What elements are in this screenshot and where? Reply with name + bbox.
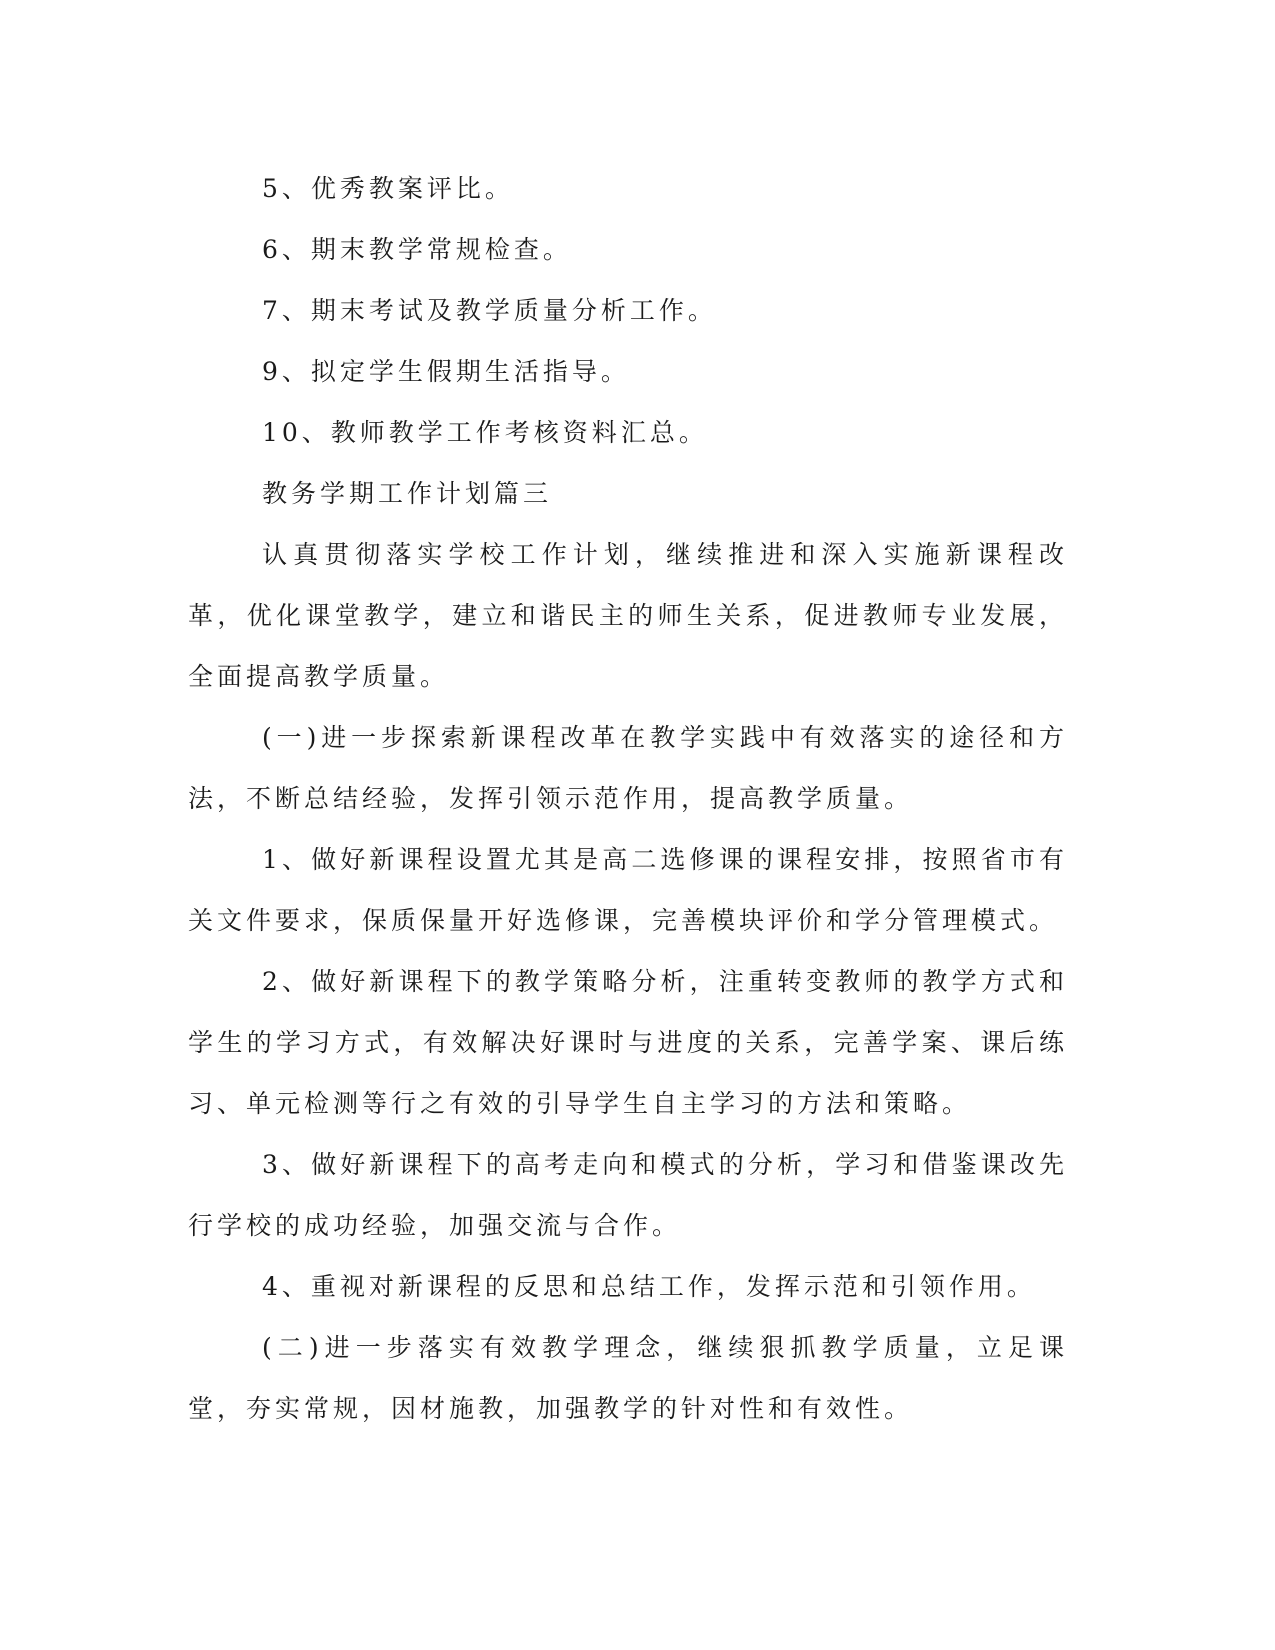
list-item: 9、拟定学生假期生活指导。 [262, 357, 630, 386]
paragraph: (一)进一步探索新课程改革在教学实践中有效落实的途径和方法，不断总结经验，发挥引领示范作用，提高教学质量。 [188, 723, 1068, 813]
list-item: 10、教师教学工作考核资料汇总。 [262, 418, 708, 447]
paragraph: 3、做好新课程下的高考走向和模式的分析，学习和借鉴课改先行学校的成功经验，加强交流与合作。 [188, 1150, 1068, 1240]
paragraph: 4、重视对新课程的反思和总结工作，发挥示范和引领作用。 [262, 1272, 1036, 1301]
list-item: 5、优秀教案评比。 [262, 174, 514, 203]
list-item: 7、期末考试及教学质量分析工作。 [262, 296, 717, 325]
list-item: 6、期末教学常规检查。 [262, 235, 572, 264]
paragraph: 1、做好新课程设置尤其是高二选修课的课程安排，按照省市有关文件要求，保质保量开好选修课，完善模块评价和学分管理模式。 [188, 845, 1068, 935]
paragraph: 2、做好新课程下的教学策略分析，注重转变教师的教学方式和学生的学习方式，有效解决好课时与进度的关系，完善学案、课后练习、单元检测等行之有效的引导学生自主学习的方法和策略。 [188, 967, 1068, 1118]
paragraph: 认真贯彻落实学校工作计划，继续推进和深入实施新课程改革，优化课堂教学，建立和谐民主的师生关系，促进教师专业发展，全面提高教学质量。 [188, 540, 1068, 691]
paragraph: (二)进一步落实有效教学理念，继续狠抓教学质量，立足课堂，夯实常规，因材施教，加强教学的针对性和有效性。 [188, 1333, 1068, 1423]
document-body [188, 158, 1068, 1439]
section-title: 教务学期工作计划篇三 [262, 479, 553, 508]
